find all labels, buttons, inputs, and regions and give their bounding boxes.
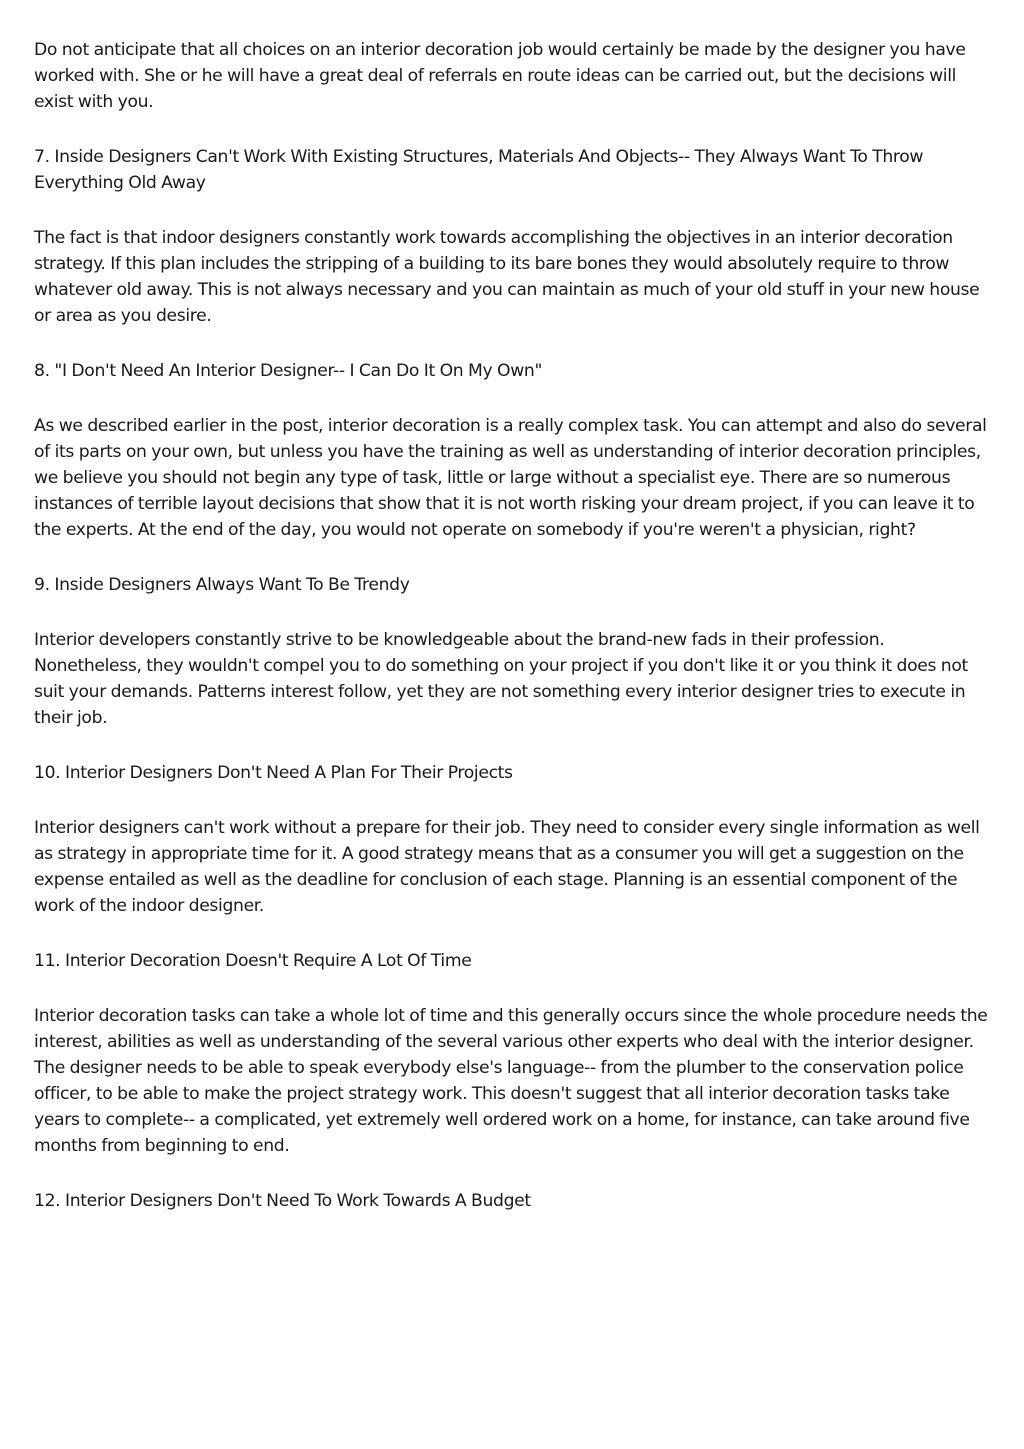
- section-heading: 10. Interior Designers Don't Need A Plan For Their Projects: [34, 763, 513, 783]
- body-paragraph: Do not anticipate that all choices on an interior decoration job would certainly be made by the designer you have worked with. She or he will have a great deal of referrals en route ideas can be carried out, but the decisions will exist with you.: [34, 40, 966, 112]
- body-paragraph: Interior designers can't work without a prepare for their job. They need to consider every single information as well as strategy in appropriate time for it. A good strategy means that as a consumer you will get a suggestion on the expense entailed as well as the deadline for conclusion of each stage. Planning is an essential component of the work of the indoor designer.: [34, 818, 980, 916]
- body-paragraph: As we described earlier in the post, interior decoration is a really complex task. You can attempt and also do several of its parts on your own, but unless you have the training as well as understanding of interior decoration principles, we believe you should not begin any type of task, little or large without a specialist eye. There are so numerous instances of terrible layout decisions that show that it is not worth risking your dream project, if you can leave it to the experts. At the end of the day, you would not operate on somebody if you're weren't a physician, right?: [34, 416, 987, 540]
- body-paragraph: Interior decoration tasks can take a whole lot of time and this generally occurs since the whole procedure needs the interest, abilities as well as understanding of the several various other experts who deal with the interior designer. The designer needs to be able to speak everybody else's language-- from the plumber to the conservation police officer, to be able to make the project strategy work. This doesn't suggest that all interior decoration tasks take years to complete-- a complicated, yet extremely well ordered work on a home, for instance, can take around five months from beginning to end.: [34, 1006, 988, 1156]
- section-heading: 12. Interior Designers Don't Need To Work Towards A Budget: [34, 1191, 531, 1211]
- section-heading: 7. Inside Designers Can't Work With Existing Structures, Materials And Objects-- They Always Want To Throw Everything Old Away: [34, 147, 924, 193]
- section-heading: 11. Interior Decoration Doesn't Require A Lot Of Time: [34, 951, 472, 971]
- section-heading: 8. "I Don't Need An Interior Designer-- I Can Do It On My Own": [34, 361, 543, 381]
- section-heading: 9. Inside Designers Always Want To Be Trendy: [34, 575, 410, 595]
- body-paragraph: The fact is that indoor designers constantly work towards accomplishing the objectives in an interior decoration strategy. If this plan includes the stripping of a building to its bare bones they would absolutely require to throw whatever old away. This is not always necessary and you can maintain as much of your old stuff in your new house or area as you desire.: [34, 228, 980, 326]
- body-paragraph: Interior developers constantly strive to be knowledgeable about the brand-new fads in their profession. Nonetheless, they wouldn't compel you to do something on your project if you don't like it or you think it does not suit your demands. Patterns interest follow, yet they are not something every interior designer tries to execute in their job.: [34, 630, 968, 728]
